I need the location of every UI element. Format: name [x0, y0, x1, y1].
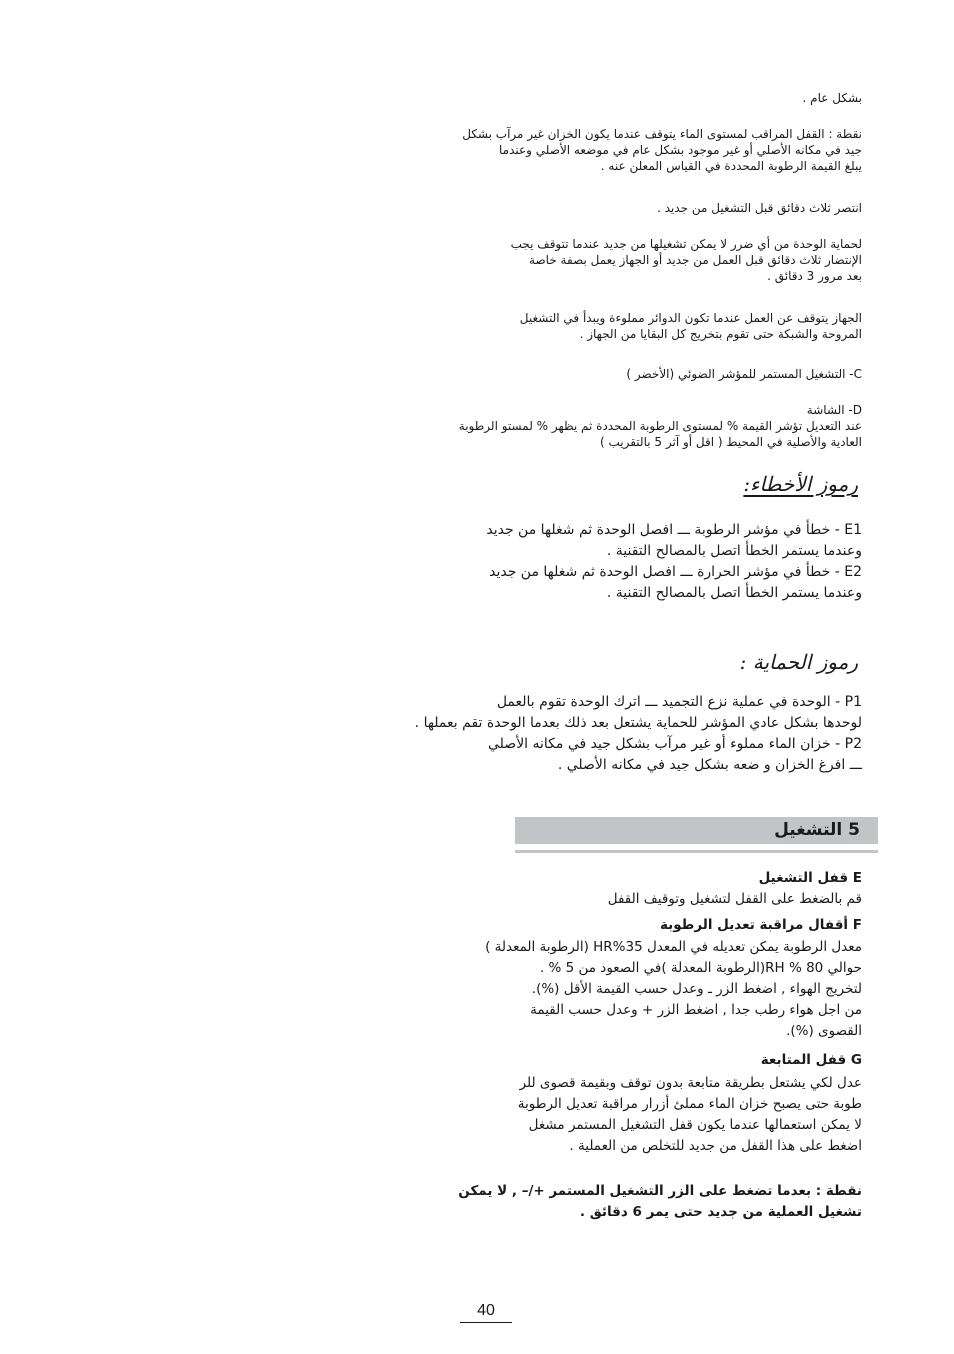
section-divider	[515, 850, 878, 853]
protection-list	[415, 692, 862, 776]
f-line: معدل الرطوبة يمكن تعديله في المعدل HR%35 (الرطوبة المعدلة )	[485, 939, 862, 955]
stop-paragraph	[520, 310, 862, 342]
protection-heading: رموز الحماية :	[739, 650, 858, 674]
section-header-bar	[515, 817, 878, 844]
g-line: اضغط على هذا القفل من جديد للتخلص من العملية .	[569, 1138, 862, 1154]
e-title: E قفل التشغيل	[758, 870, 862, 886]
errors-list	[486, 520, 862, 604]
g-paragraph	[518, 1073, 862, 1157]
protect-line: بعد مرور 3 دقائق .	[767, 269, 862, 283]
f-line: القصوى (%).	[786, 1023, 862, 1039]
g-line: عدل لكي يشتعل بطريقة متابعة بدون توقف وبقيمة قصوى للر	[519, 1075, 862, 1091]
item-d-paragraph	[459, 402, 862, 450]
protect-line: لحماية الوحدة من أي ضرر لا يمكن تشغيلها من جديد عندما تتوقف يجب	[510, 237, 862, 251]
protection-line: ـــ افرغ الخزان و ضعه بشكل جيد في مكانه الأصلي .	[557, 757, 862, 773]
f-title: F أقفال مراقبة تعديل الرطوبة	[659, 917, 862, 933]
item-c-text: C- التشغيل المستمر للمؤشر الضوئي (الأخضر )	[626, 367, 862, 381]
operation-note	[458, 1181, 862, 1223]
g-line: لا يمكن استعمالها عندما يكون قفل التشغيل المستمر مشغل	[528, 1117, 862, 1133]
item-d-line: D- الشاشة	[806, 403, 862, 417]
e-text: قم بالضغط على القفل لتشغيل وتوقيف القفل	[607, 891, 862, 907]
note-line: جيد في مكانه الأصلي أو غير موجود بشكل عام في موضعه الأصلي وعندما	[499, 143, 862, 157]
errors-heading: رموز الأخطاء:	[743, 472, 858, 496]
section-title: 5 التشغيل	[774, 820, 860, 840]
f-line: من اجل هواء رطب جدا , اضغط الزر + وعدل حسب القيمة	[530, 1002, 862, 1018]
page-number: 40	[460, 1302, 512, 1323]
error-line: E1 - خطأ في مؤشر الرطوبة ـــ افصل الوحدة ثم شغلها من جديد	[486, 522, 862, 538]
general-text: بشكل عام .	[802, 91, 862, 105]
stop-line: الجهاز يتوقف عن العمل عندما تكون الدوائر مملوءة ويبدأ في التشغيل	[519, 311, 862, 325]
note-line: يبلغ القيمة الرطوبة المحددة في القياس المعلن عنه .	[600, 159, 862, 173]
note-paragraph	[462, 126, 862, 174]
error-line: وعندما يستمر الخطأ اتصل بالمصالح التقنية .	[606, 585, 862, 601]
f-line: لتخريج الهواء , اضغط الزر ـ وعدل حسب القيمة الأقل (%).	[531, 981, 862, 997]
error-line: وعندما يستمر الخطأ اتصل بالمصالح التقنية .	[606, 543, 862, 559]
f-paragraph	[485, 937, 862, 1042]
protection-line: لوحدها بشكل عادي المؤشر للحماية يشتعل بعد ذلك بعدما الوحدة تقم بعملها .	[414, 715, 862, 731]
item-d-line: عند التعديل تؤشر القيمة % لمستوى الرطوبة المحددة ثم يظهر % لمستو الرطوبة	[458, 419, 862, 433]
protect-line: الإنتضار ثلاث دقائق قبل العمل من جديد أو الجهاز يعمل بصفة خاصة	[529, 253, 862, 267]
g-title: G قفل المتابعة	[760, 1052, 862, 1068]
protection-line: P1 - الوحدة في عملية نزع التجميد ـــ اترك الوحدة تقوم بالعمل	[496, 694, 862, 710]
protect-paragraph	[511, 236, 862, 284]
wait-text: انتصر ثلاث دقائق قبل التشغيل من جديد .	[657, 201, 862, 215]
f-line: حوالي RH % 80(الرطوبة المعدلة )في الصعود من 5 % .	[539, 960, 862, 976]
stop-line: المروحة والشبكة حتى تقوم بتخريج كل البقايا من الجهاز .	[579, 327, 862, 341]
operation-note-line: تشغيل العملية من جديد حتى يمر 6 دقائق .	[579, 1204, 862, 1220]
operation-note-line: نقطة : بعدما تضغط على الزر التشغيل المستمر +/– , لا يمكن	[458, 1183, 862, 1199]
error-line: E2 - خطأ في مؤشر الحرارة ـــ افصل الوحدة ثم شغلها من جديد	[489, 564, 862, 580]
item-d-line: العادية والأصلية في المحيط ( اقل أو آثر 5 بالتقريب )	[600, 435, 862, 449]
note-line: نقطة : القفل المراقب لمستوى الماء يتوقف عندما يكون الخزان غير مرآب بشكل	[462, 127, 862, 141]
protection-line: P2 - خزان الماء مملوء أو غير مرآب بشكل جيد في مكانه الأصلي	[488, 736, 862, 752]
g-line: طوبة حتى يصبح خزان الماء مملئ أزرار مراقبة تعديل الرطوبة	[517, 1096, 862, 1112]
